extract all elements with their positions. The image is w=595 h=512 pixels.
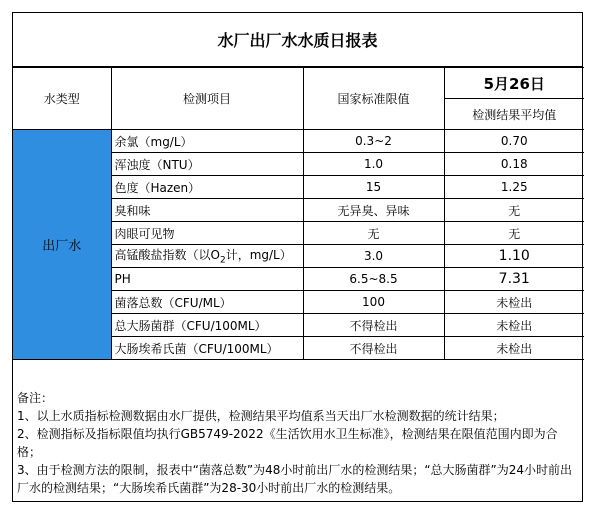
result-cell: 1.10 (444, 245, 584, 268)
standard-cell: 不得检出 (303, 314, 444, 337)
item-cell (111, 245, 303, 268)
report-container (12, 12, 583, 502)
standard-cell: 无异臭、异味 (303, 199, 444, 222)
standard-cell: 无 (303, 222, 444, 245)
item-cell: 浑浊度（NTU） (111, 153, 303, 176)
item-cell: 菌落总数（CFU/ML） (111, 291, 303, 314)
item-cell: 肉眼可见物 (111, 222, 303, 245)
water-quality-table (13, 67, 584, 360)
result-cell: 未检出 (444, 291, 584, 314)
note-line: 1、以上水质指标检测数据由水厂提供，检测结果平均值系当天出厂水检测数据的统计结果； (17, 409, 505, 423)
item-cell: 总大肠菌群（CFU/100ML） (111, 314, 303, 337)
header-standard: 国家标准限值 (303, 68, 444, 130)
notes-heading: 备注： (17, 391, 54, 405)
header-result: 检测结果平均值 (444, 99, 584, 130)
item-cell: 大肠埃希氏菌（CFU/100ML） (111, 337, 303, 360)
item-text-prefix: 高锰酸盐指数（以O (114, 248, 220, 263)
result-cell: 无 (444, 199, 584, 222)
standard-cell: 6.5~8.5 (303, 268, 444, 291)
result-cell: 未检出 (444, 337, 584, 360)
header-item: 检测项目 (111, 68, 303, 130)
result-cell: 0.70 (444, 130, 584, 153)
report-title: 水厂出厂水水质日报表 (13, 13, 582, 67)
water-type-cell: 出厂水 (13, 130, 111, 360)
result-cell: 无 (444, 222, 584, 245)
table-row (13, 130, 584, 153)
standard-cell: 不得检出 (303, 337, 444, 360)
note-line: 2、检测指标及指标限值均执行GB5749-2022《生活饮用水卫生标准》，检测结果在限值范围内即为合格； (17, 427, 558, 459)
item-cell: 余氯（mg/L） (111, 130, 303, 153)
result-cell: 7.31 (444, 268, 584, 291)
item-text-subscript: 2 (219, 255, 226, 266)
item-cell: PH (111, 268, 303, 291)
result-cell: 0.18 (444, 153, 584, 176)
standard-cell: 1.0 (303, 153, 444, 176)
notes-section (13, 383, 582, 503)
header-date: 5月26日 (444, 68, 584, 99)
header-row-top (13, 68, 584, 99)
result-cell: 未检出 (444, 314, 584, 337)
standard-cell: 0.3~2 (303, 130, 444, 153)
item-cell: 臭和味 (111, 199, 303, 222)
item-text-suffix: 计，mg/L） (225, 248, 292, 263)
result-cell: 1.25 (444, 176, 584, 199)
note-line: 3、由于检测方法的限制，报表中“菌落总数”为48小时前出厂水的检测结果；“总大肠菌群”为24小时前出厂水的检测结果；“大肠埃希氏菌群”为28-30小时前出厂水的检测结果。 (17, 463, 573, 495)
standard-cell: 15 (303, 176, 444, 199)
header-water-type: 水类型 (13, 68, 111, 130)
standard-cell: 3.0 (303, 245, 444, 268)
standard-cell: 100 (303, 291, 444, 314)
item-cell: 色度（Hazen） (111, 176, 303, 199)
